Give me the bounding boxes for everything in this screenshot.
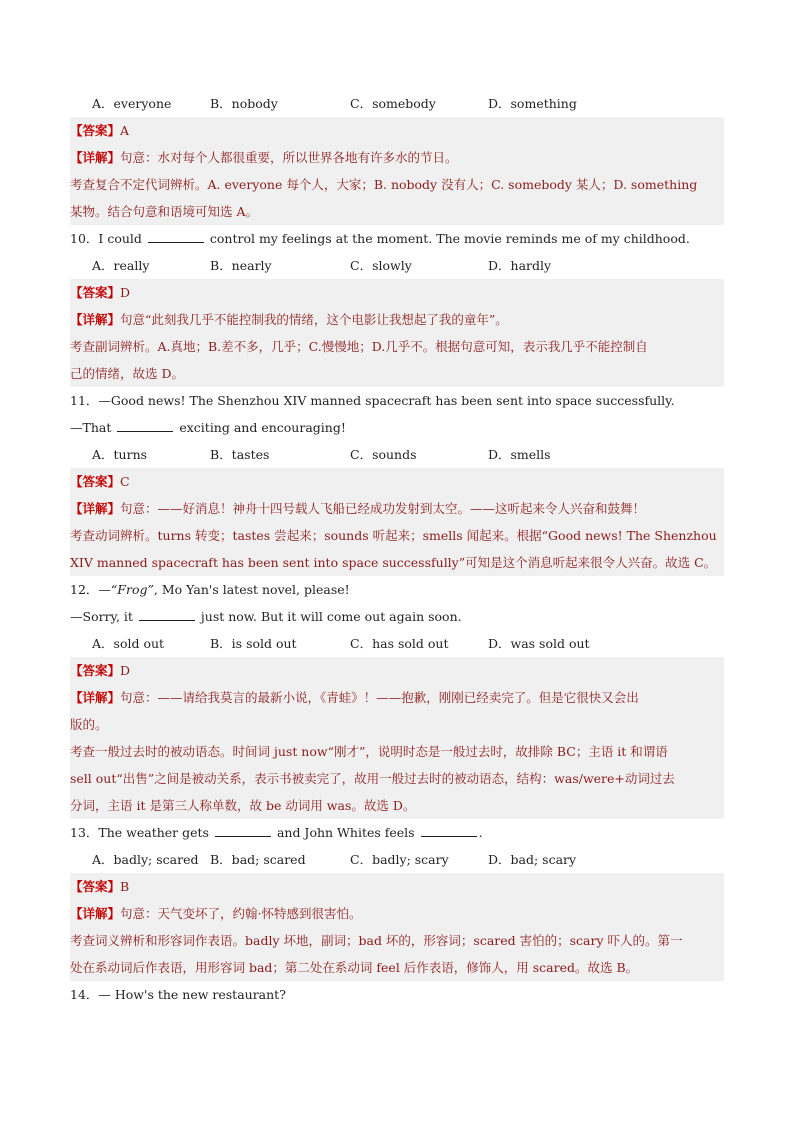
q11-detail-1 bbox=[70, 495, 724, 522]
q13-detail-3: 处在系动词后作表语，用形容词 bad；第二处在系动词 feel 后作表语，修饰人，用 scared。故选 B。 bbox=[70, 960, 639, 975]
q12-option-b: B．is sold out bbox=[210, 636, 297, 651]
q9-detail-1 bbox=[70, 144, 724, 171]
q12-book-title: “Frog” bbox=[110, 582, 154, 597]
q12-detail-4: sell out“出售”之间是被动关系，表示书被卖完了，故用一般过去时的被动语态，结构：was/were+动词过去 bbox=[70, 771, 675, 786]
q13-stem-part-2: and John Whites feels bbox=[276, 825, 415, 840]
q10-option-d: D．hardly bbox=[488, 258, 552, 273]
q10-detail-1 bbox=[70, 306, 724, 333]
answer-value: D bbox=[120, 285, 131, 300]
q10-detail-2: 考查副词辨析。A.真地；B.差不多，几乎；C.慢慢地；D.几乎不。根据句意可知，表示我几乎不能控制自 bbox=[70, 339, 648, 354]
q10-options bbox=[70, 252, 724, 279]
q9-option-a: A．everyone bbox=[92, 96, 172, 111]
q13-detail-1 bbox=[70, 900, 724, 927]
detail-tag: 【详解】 bbox=[70, 501, 121, 516]
q11-answer bbox=[70, 468, 724, 495]
q10-option-c: C．slowly bbox=[350, 258, 412, 273]
q11-option-a: A．turns bbox=[92, 447, 148, 462]
answer-tag: 【答案】 bbox=[70, 285, 121, 300]
q13-option-c: C．badly; scary bbox=[350, 852, 449, 867]
q10-detail-3: 己的情绪，故选 D。 bbox=[70, 366, 184, 381]
q11-option-d: D．smells bbox=[488, 447, 551, 462]
q9-detail-2: 考查复合不定代词辨析。A. everyone 每个人，大家；B. nobody 没有人；C. somebody 某人；D. something bbox=[70, 177, 698, 192]
q12-detail-5: 分词，主语 it 是第三人称单数，故 be 动词用 was。故选 D。 bbox=[70, 798, 416, 813]
q9-option-b: B．nobody bbox=[210, 96, 278, 111]
q11-option-c: C．sounds bbox=[350, 447, 417, 462]
answer-value: D bbox=[120, 663, 131, 678]
q12-explanation bbox=[70, 657, 724, 819]
q12-stem-2-part-2: just now. But it will come out again soon. bbox=[200, 609, 462, 624]
q11-options bbox=[70, 441, 724, 468]
q10-stem bbox=[70, 225, 724, 252]
detail-text: 句意：天气变坏了，约翰·怀特感到很害怕。 bbox=[120, 906, 362, 921]
detail-text: 句意：水对每个人都很重要，所以世界各地有许多水的节日。 bbox=[120, 150, 458, 165]
detail-text: 句意“此刻我几乎不能控制我的情绪，这个电影让我想起了我的童年”。 bbox=[120, 312, 508, 327]
detail-tag: 【详解】 bbox=[70, 312, 121, 327]
answer-value: B bbox=[120, 879, 130, 894]
q13-answer bbox=[70, 873, 724, 900]
q12-stem-2-part-1: —Sorry, it bbox=[70, 609, 133, 624]
answer-tag: 【答案】 bbox=[70, 474, 121, 489]
detail-tag: 【详解】 bbox=[70, 150, 121, 165]
q12-option-d: D．was sold out bbox=[488, 636, 590, 651]
q9-explanation bbox=[70, 117, 724, 225]
answer-blank bbox=[139, 619, 195, 621]
detail-text: 句意：——请给我莫言的最新小说，《青蛙》！——抱歉，刚刚已经卖完了。但是它很快又会出 bbox=[120, 690, 639, 705]
answer-value: A bbox=[120, 123, 130, 138]
q14-stem: 14．— How's the new restaurant? bbox=[70, 987, 286, 1002]
q11-explanation bbox=[70, 468, 724, 576]
q11-stem-2 bbox=[70, 414, 724, 441]
q10-option-b: B．nearly bbox=[210, 258, 272, 273]
q12-option-a: A．sold out bbox=[92, 636, 165, 651]
q12-detail-2: 版的。 bbox=[70, 717, 108, 732]
q11-detail-3: XIV manned spacecraft has been sent into space successfully”可知是这个消息听起来很令人兴奋。故选 C。 bbox=[70, 555, 717, 570]
q11-stem-1: 11．—Good news! The Shenzhou XIV manned spacecraft has been sent into space successfully. bbox=[70, 393, 675, 408]
q13-stem-part-1: 13．The weather gets bbox=[70, 825, 209, 840]
q11-stem-2-part-1: —That bbox=[70, 420, 112, 435]
q9-options bbox=[70, 90, 724, 117]
q11-stem-2-part-2: exciting and encouraging! bbox=[179, 420, 346, 435]
answer-value: C bbox=[120, 474, 130, 489]
q13-options bbox=[70, 846, 724, 873]
q13-option-b: B．bad; scared bbox=[210, 852, 306, 867]
answer-tag: 【答案】 bbox=[70, 663, 121, 678]
q12-options bbox=[70, 630, 724, 657]
q13-explanation bbox=[70, 873, 724, 981]
answer-tag: 【答案】 bbox=[70, 879, 121, 894]
q12-stem-2 bbox=[70, 603, 724, 630]
q13-stem bbox=[70, 819, 724, 846]
q9-option-d: D．something bbox=[488, 96, 577, 111]
q9-detail-3: 某物。结合句意和语境可知选 A。 bbox=[70, 204, 259, 219]
q12-detail-3: 考查一般过去时的被动语态。时间词 just now“刚才”，说明时态是一般过去时，故排除 BC；主语 it 和谓语 bbox=[70, 744, 668, 759]
q12-stem-1-part-2: , Mo Yan's latest novel, please! bbox=[153, 582, 350, 597]
q10-stem-part-1: 10．I could bbox=[70, 231, 142, 246]
answer-blank bbox=[117, 430, 173, 432]
q12-detail-1 bbox=[70, 684, 724, 711]
q12-stem-1 bbox=[70, 576, 724, 603]
detail-text: 句意：——好消息！神舟十四号载人飞船已经成功发射到太空。——这听起来令人兴奋和鼓舞！ bbox=[120, 501, 646, 516]
q9-option-c: C．somebody bbox=[350, 96, 436, 111]
q10-option-a: A．really bbox=[92, 258, 150, 273]
q10-answer bbox=[70, 279, 724, 306]
answer-blank bbox=[421, 835, 477, 837]
detail-tag: 【详解】 bbox=[70, 690, 121, 705]
q11-detail-2: 考查动词辨析。turns 转变；tastes 尝起来；sounds 听起来；smells 闻起来。根据“Good news! The Shenzhou bbox=[70, 528, 717, 543]
q13-stem-part-3: . bbox=[478, 825, 483, 840]
question-page bbox=[70, 90, 724, 1008]
q13-detail-2: 考查词义辨析和形容词作表语。badly 坏地，副词；bad 坏的，形容词；scared 害怕的；scary 吓人的。第一 bbox=[70, 933, 683, 948]
answer-blank bbox=[215, 835, 271, 837]
answer-tag: 【答案】 bbox=[70, 123, 121, 138]
q12-answer bbox=[70, 657, 724, 684]
q10-stem-part-2: control my feelings at the moment. The movie reminds me of my childhood. bbox=[209, 231, 690, 246]
detail-tag: 【详解】 bbox=[70, 906, 121, 921]
q12-stem-1-part-1: 12．— bbox=[70, 582, 111, 597]
answer-blank bbox=[148, 241, 204, 243]
q9-answer bbox=[70, 117, 724, 144]
q12-option-c: C．has sold out bbox=[350, 636, 449, 651]
q13-option-a: A．badly; scared bbox=[92, 852, 199, 867]
q10-explanation bbox=[70, 279, 724, 387]
q11-option-b: B．tastes bbox=[210, 447, 270, 462]
q13-option-d: D．bad; scary bbox=[488, 852, 577, 867]
